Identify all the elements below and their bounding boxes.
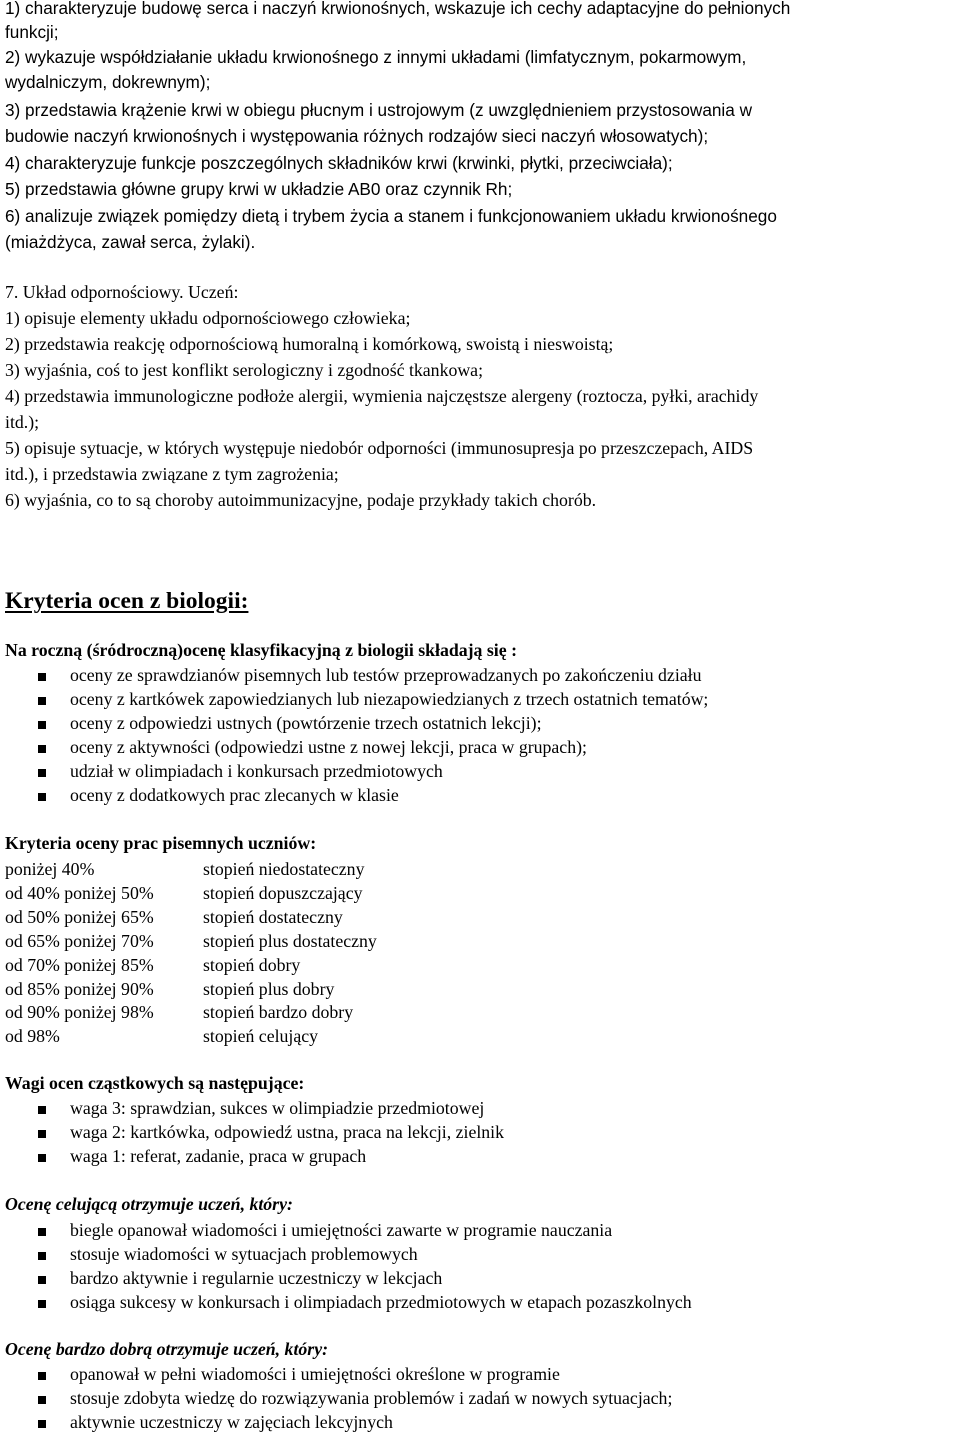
list-item: oceny ze sprawdzianów pisemnych lub testów przeprowadzanych po zakończeniu działu <box>70 665 702 685</box>
page-title: Kryteria ocen z biologii: <box>5 588 249 614</box>
list-item: udział w olimpiadach i konkursach przedmiotowych <box>70 761 443 781</box>
list-line: funkcji; <box>5 22 59 42</box>
grade-label: stopień celujący <box>203 1026 319 1046</box>
list-line: itd.); <box>5 412 40 432</box>
bullet-icon <box>38 793 46 801</box>
bullet-icon <box>38 1372 46 1380</box>
bullet-icon <box>38 1106 46 1114</box>
score-range: od 85% poniżej 90% <box>5 979 154 999</box>
score-range: od 98% <box>5 1026 60 1046</box>
list-item: oceny z kartkówek zapowiedzianych lub niezapowiedzianych z trzech ostatnich tematów; <box>70 689 709 709</box>
grade-label: stopień bardzo dobry <box>203 1002 354 1022</box>
section-heading: Na roczną (śródroczną)ocenę klasyfikacyjną z biologii składają się : <box>5 640 518 660</box>
list-line: 6) analizuje związek pomiędzy dietą i trybem życia a stanem i funkcjonowaniem układu krwionośnego <box>5 206 777 226</box>
list-line: itd.), i przedstawia związane z tym zagrożenia; <box>5 464 339 484</box>
list-line: 5) opisuje sytuacje, w których występuje niedobór odporności (immunosupresja po przeszczepach, AIDS <box>5 438 754 458</box>
bullet-icon <box>38 721 46 729</box>
list-line: 1) charakteryzuje budowę serca i naczyń krwionośnych, wskazuje ich cechy adaptacyjne do pełnionych <box>5 0 791 18</box>
list-item: aktywnie uczestniczy w zajęciach lekcyjnych <box>70 1412 393 1432</box>
list-line: 3) wyjaśnia, coś to jest konflikt serologiczny i zgodność tkankowa; <box>5 360 484 380</box>
bullet-icon <box>38 1154 46 1162</box>
score-range: poniżej 40% <box>5 859 95 879</box>
section-heading: Kryteria oceny prac pisemnych uczniów: <box>5 833 317 853</box>
score-range: od 70% poniżej 85% <box>5 955 154 975</box>
bullet-icon <box>38 769 46 777</box>
grade-label: stopień plus dobry <box>203 979 335 999</box>
bullet-icon <box>38 1300 46 1308</box>
list-item: waga 3: sprawdzian, sukces w olimpiadzie przedmiotowej <box>70 1098 485 1118</box>
list-item: stosuje zdobyta wiedzę do rozwiązywania problemów i zadań w nowych sytuacjach; <box>70 1388 673 1408</box>
bullet-icon <box>38 697 46 705</box>
grade-label: stopień dobry <box>203 955 301 975</box>
list-line: 2) wykazuje współdziałanie układu krwionośnego z innymi układami (limfatycznym, pokarmowym, <box>5 47 747 67</box>
bullet-icon <box>38 1228 46 1236</box>
list-item: oceny z aktywności (odpowiedzi ustne z nowej lekcji, praca w grupach); <box>70 737 587 757</box>
score-range: od 65% poniżej 70% <box>5 931 154 951</box>
list-line: 3) przedstawia krążenie krwi w obiegu płucnym i ustrojowym (z uwzględnieniem przystosowania w <box>5 100 753 120</box>
list-line: (miażdżyca, zawał serca, żylaki). <box>5 232 256 252</box>
list-line: 6) wyjaśnia, co to są choroby autoimmunizacyjne, podaje przykłady takich chorób. <box>5 490 597 510</box>
list-item: opanował w pełni wiadomości i umiejętności określone w programie <box>70 1364 560 1384</box>
list-line: 2) przedstawia reakcję odpornościową humoralną i komórkową, swoistą i nieswoistą; <box>5 334 614 354</box>
list-line: budowie naczyń krwionośnych i występowania różnych rodzajów sieci naczyń włosowatych); <box>5 126 709 146</box>
section-heading: Wagi ocen cząstkowych są następujące: <box>5 1073 305 1093</box>
bullet-icon <box>38 1396 46 1404</box>
bullet-icon <box>38 1276 46 1284</box>
section-heading: 7. Układ odpornościowy. Uczeń: <box>5 282 239 302</box>
score-range: od 40% poniżej 50% <box>5 883 154 903</box>
grade-label: stopień dopuszczający <box>203 883 363 903</box>
section-heading: Ocenę celującą otrzymuje uczeń, który: <box>5 1194 293 1214</box>
score-range: od 90% poniżej 98% <box>5 1002 154 1022</box>
list-line: 1) opisuje elementy układu odpornościowego człowieka; <box>5 308 411 328</box>
list-line: wydalniczym, dokrewnym); <box>5 72 211 92</box>
bullet-icon <box>38 745 46 753</box>
list-line: 4) przedstawia immunologiczne podłoże alergii, wymienia najczęstsze alergeny (roztocza, pyłki, arachidy <box>5 386 759 406</box>
bullet-icon <box>38 673 46 681</box>
list-item: biegle opanował wiadomości i umiejętności zawarte w programie nauczania <box>70 1220 613 1240</box>
grade-label: stopień plus dostateczny <box>203 931 377 951</box>
list-item: osiąga sukcesy w konkursach i olimpiadach przedmiotowych w etapach pozaszkolnych <box>70 1292 692 1312</box>
score-range: od 50% poniżej 65% <box>5 907 154 927</box>
list-line: 4) charakteryzuje funkcje poszczególnych składników krwi (krwinki, płytki, przeciwciała); <box>5 153 673 173</box>
bullet-icon <box>38 1130 46 1138</box>
list-item: oceny z dodatkowych prac zlecanych w klasie <box>70 785 399 805</box>
bullet-icon <box>38 1252 46 1260</box>
list-item: bardzo aktywnie i regularnie uczestniczy w lekcjach <box>70 1268 443 1288</box>
bullet-icon <box>38 1420 46 1428</box>
section-heading: Ocenę bardzo dobrą otrzymuje uczeń, który: <box>5 1339 329 1359</box>
grade-label: stopień niedostateczny <box>203 859 365 879</box>
list-item: waga 2: kartkówka, odpowiedź ustna, praca na lekcji, zielnik <box>70 1122 504 1142</box>
list-line: 5) przedstawia główne grupy krwi w układzie AB0 oraz czynnik Rh; <box>5 179 513 199</box>
list-item: stosuje wiadomości w sytuacjach problemowych <box>70 1244 418 1264</box>
grade-label: stopień dostateczny <box>203 907 343 927</box>
list-item: waga 1: referat, zadanie, praca w grupach <box>70 1146 367 1166</box>
list-item: oceny z odpowiedzi ustnych (powtórzenie trzech ostatnich lekcji); <box>70 713 542 733</box>
